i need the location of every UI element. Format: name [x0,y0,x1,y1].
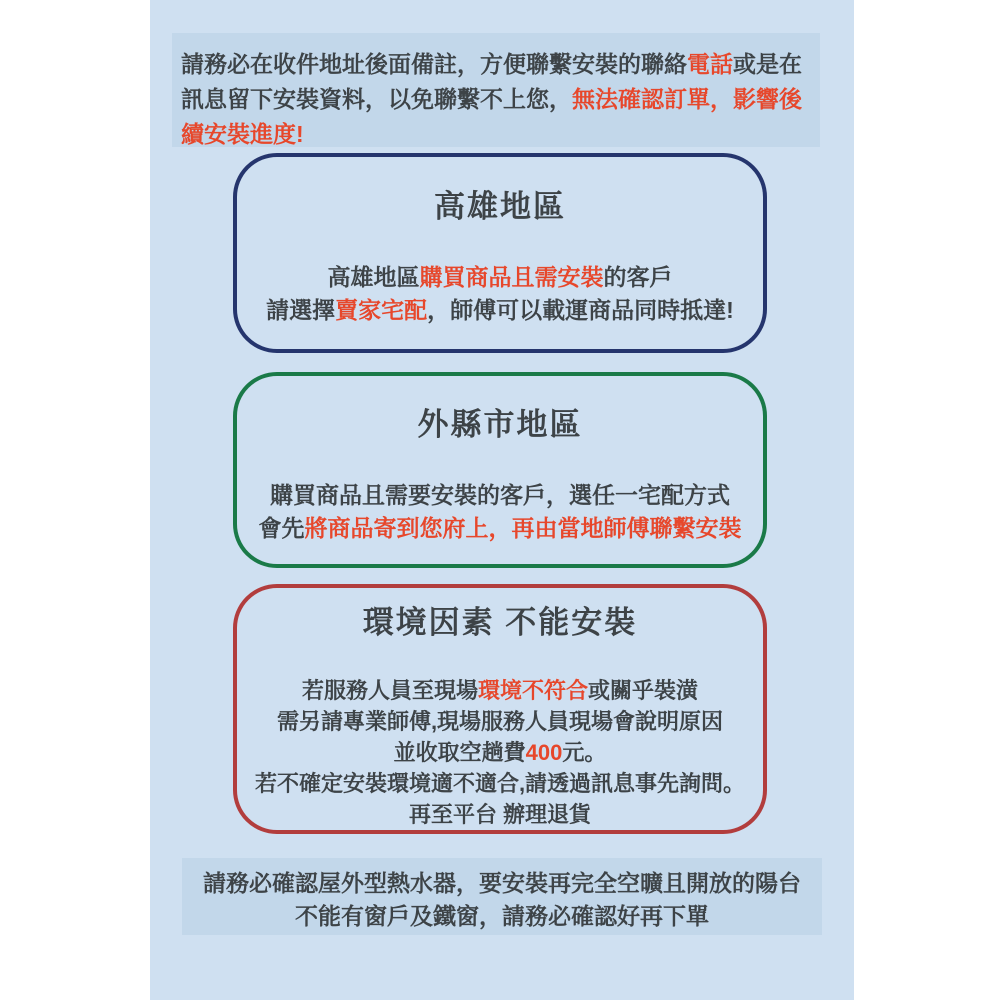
other-counties-box-title: 外縣市地區 [417,407,583,442]
environment-box-body [237,675,763,830]
environment-body-line: 並收取空趟費400元。 [393,740,607,765]
content-area [150,0,854,1000]
other-counties-body-line: 會先將商品寄到您府上，再由當地師傅聯繫安裝 [258,515,742,541]
bottom-notice-line: 請務必確認屋外型熱水器，要安裝再完全空曠且開放的陽台 [203,870,801,896]
kaohsiung-box-title: 高雄地區 [434,189,566,224]
notice-box-other-counties [233,372,767,568]
environment-box-title: 環境因素 不能安裝 [362,605,638,640]
environment-body-line: 需另請專業師傅,現場服務人員現場會說明原因 [276,709,724,734]
bottom-notice-panel [182,858,822,935]
other-counties-box-body [237,479,763,545]
kaohsiung-body-line: 請選擇賣家宅配，師傅可以載運商品同時抵達! [266,297,734,323]
other-counties-body-line: 購買商品且需要安裝的客戶，選任一宅配方式 [270,482,730,508]
notice-box-environment [233,584,767,834]
bottom-notice-line: 不能有窗戶及鐵窗，請務必確認好再下單 [295,903,709,929]
top-notice-panel [172,33,820,147]
kaohsiung-box-body [237,261,763,327]
notice-box-kaohsiung [233,153,767,353]
environment-body-line: 再至平台 辦理退貨 [408,802,592,827]
environment-body-line: 若不確定安裝環境適不適合,請透過訊息事先詢問。 [254,771,746,796]
top-notice-text: 請務必在收件地址後面備註，方便聯繫安裝的聯絡電話或是在訊息留下安裝資料，以免聯繫不上您，無法確認訂單，影響後續安裝進度! [181,51,802,147]
environment-body-line: 若服務人員至現場環境不符合或關乎裝潢 [301,678,699,703]
kaohsiung-body-line: 高雄地區購買商品且需安裝的客戶 [327,264,673,290]
